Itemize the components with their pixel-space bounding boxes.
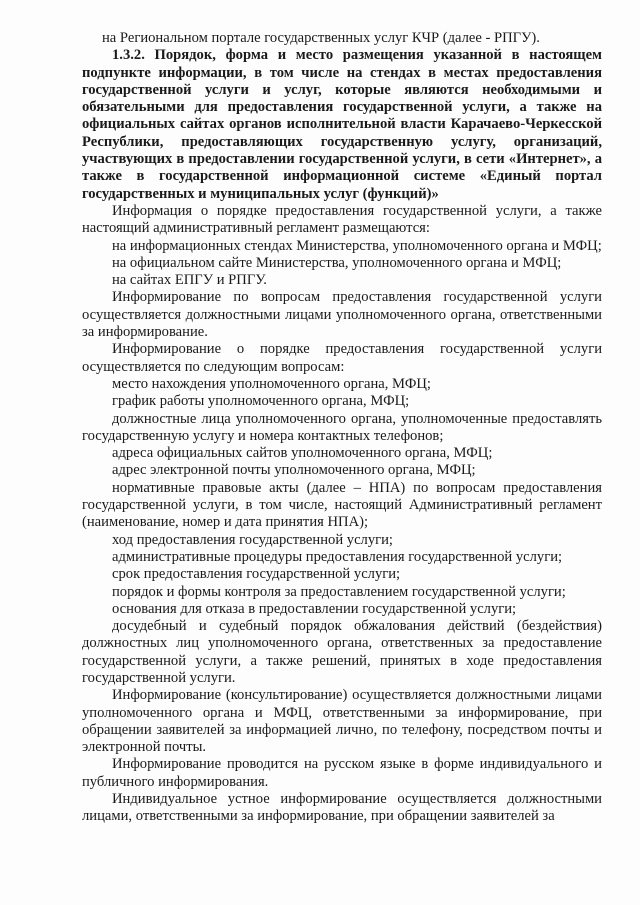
list-item: на информационных стендах Министерства, уполномоченного органа и МФЦ; — [112, 237, 602, 254]
section-heading: 1.3.2. Порядок, форма и место размещения указанной в настоящем подпункте информации, в том числе на стендах в местах предоставления государственной услуги и услуг, которые являются необходимыми и обязательными для предоставления государственной услуги, а также на официальных сайтах органов исполнительной власти Карачаево-Черкесской Республики, предоставляющих государственную услугу, организаций, участвующих в предоставлении государственной услуги, в сети «Интернет», а также в государственной информационной системе «Единый портал государственных и муниципальных услуг (функций)» — [82, 47, 602, 202]
list-item: нормативные правовые акты (далее – НПА) по вопросам предоставления государственной услуги, в том числе, настоящий Административный регламент (наименование, номер и дата принятия НПА); — [82, 479, 602, 531]
paragraph: Индивидуальное устное информирование осуществляется должностными лицами, ответственными за информирование, при обращении заявителей за — [82, 791, 602, 825]
list-item: на сайтах ЕПГУ и РПГУ. — [112, 272, 267, 289]
list-item: основания для отказа в предоставлении государственной услуги; — [112, 600, 517, 617]
list-item: ход предоставления государственной услуги; — [112, 531, 393, 548]
list-item: место нахождения уполномоченного органа, МФЦ; — [112, 375, 431, 392]
paragraph: Информация о порядке предоставления государственной услуги, а также настоящий административный регламент размещаются: — [82, 202, 602, 237]
paragraph: Информирование (консультирование) осуществляется должностными лицами уполномоченного органа и МФЦ, ответственными за информирование, при обращении заявителей за информацией лично, по телефону, посредством почты и электронной почты. — [82, 687, 602, 756]
list-item: график работы уполномоченного органа, МФЦ; — [112, 393, 410, 410]
list-item: адрес электронной почты уполномоченного органа, МФЦ; — [112, 462, 476, 479]
list-item: административные процедуры предоставления государственной услуги; — [112, 548, 563, 565]
list-item: порядок и формы контроля за предоставлением государственной услуги; — [112, 583, 566, 600]
list-item: должностные лица уполномоченного органа, уполномоченные предоставлять государственную услугу и номера контактных телефонов; — [82, 410, 602, 444]
paragraph: Информирование проводится на русском языке в форме индивидуального и публичного информирования. — [82, 756, 602, 790]
list-item: срок предоставления государственной услуги; — [112, 566, 401, 583]
list-item: на официальном сайте Министерства, уполномоченного органа и МФЦ; — [112, 254, 562, 271]
paragraph: Информирование о порядке предоставления государственной услуги осуществляется по следующим вопросам: — [82, 341, 602, 375]
list-item: досудебный и судебный порядок обжалования действий (бездействия) должностных лиц уполномоченного органа, ответственных за предоставление государственной услуги, а также решений, принятых в ходе предоставления государственной услуги. — [82, 618, 602, 686]
list-item: адреса официальных сайтов уполномоченного органа, МФЦ; — [112, 445, 493, 462]
paragraph: Информирование по вопросам предоставления государственной услуги осуществляется должностными лицами уполномоченного органа, ответственными за информирование. — [82, 289, 602, 341]
intro-line: на Региональном портале государственных услуг КЧР (далее - РПГУ). — [102, 30, 540, 46]
